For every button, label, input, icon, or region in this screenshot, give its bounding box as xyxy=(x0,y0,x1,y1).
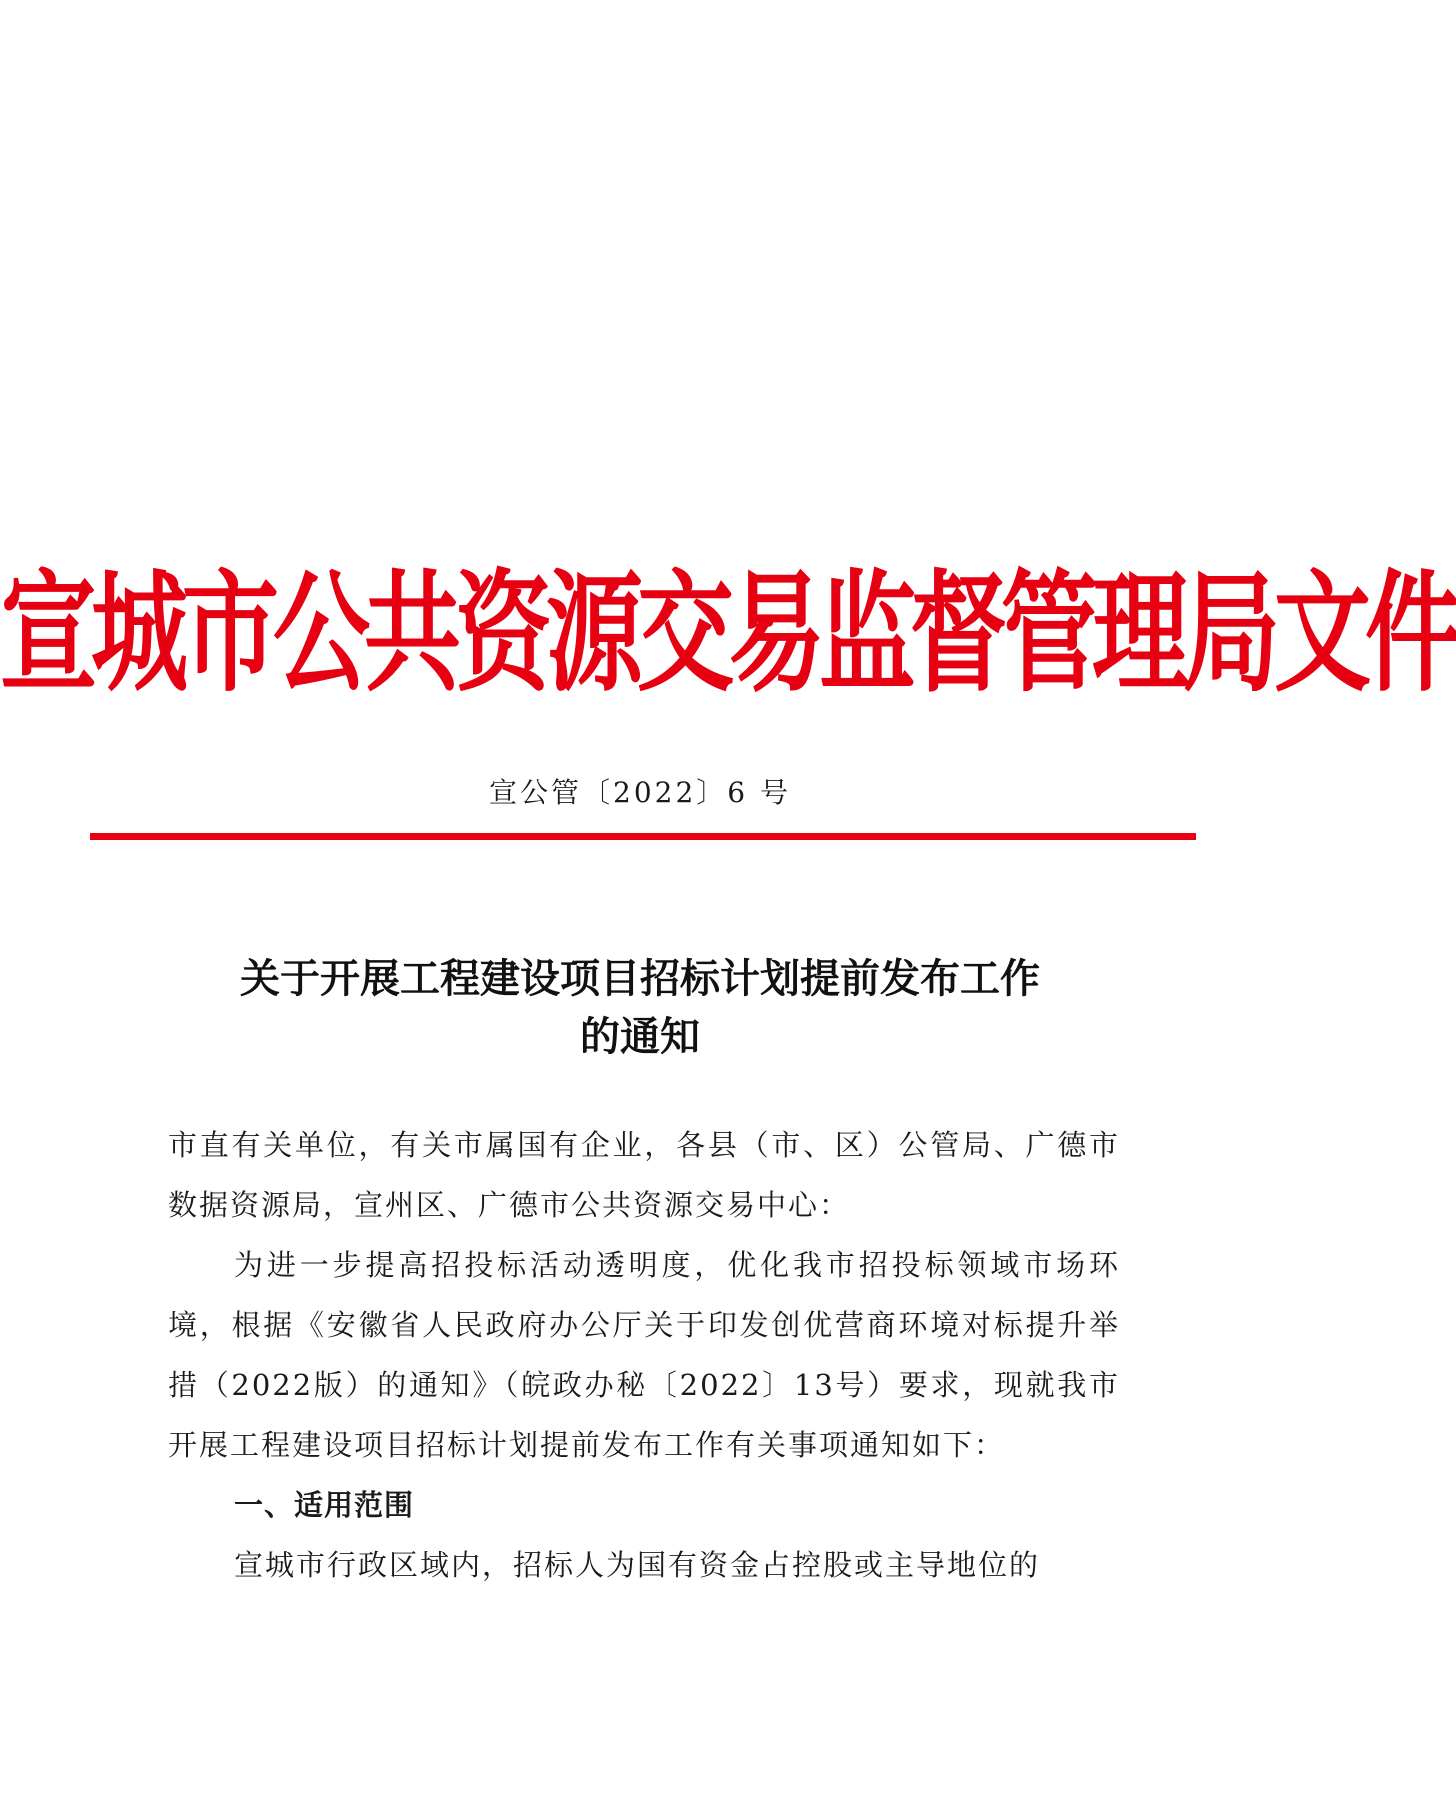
title-line-2: 的通知 xyxy=(580,1013,700,1060)
red-divider xyxy=(90,833,1196,840)
scope-paragraph: 宣城市行政区域内，招标人为国有资金占控股或主导地位的 xyxy=(234,1548,1041,1582)
section-heading-scope: 一、适用范围 xyxy=(234,1488,415,1522)
document-header: 宣城市公共资源交易监督管理局文件 xyxy=(0,555,1456,710)
document-body xyxy=(168,1115,1120,1595)
title-line-1: 关于开展工程建设项目招标计划提前发布工作 xyxy=(240,955,1040,1002)
addressee-paragraph: 市直有关单位，有关市属国有企业，各县（市、区）公管局、广德市数据资源局，宣州区、广德市公共资源交易中心： xyxy=(168,1128,1120,1222)
document-title xyxy=(0,950,1280,1066)
document-number: 宣公管〔2022〕6 号 xyxy=(489,776,791,809)
intro-paragraph: 为进一步提高招投标活动透明度，优化我市招投标领域市场环境，根据《安徽省人民政府办公厅关于印发创优营商环境对标提升举措（2022版）的通知》（皖政办秘〔2022〕13号）要求，现就我市开展工程建设项目招标计划提前发布工作有关事项通知如下： xyxy=(168,1248,1120,1462)
